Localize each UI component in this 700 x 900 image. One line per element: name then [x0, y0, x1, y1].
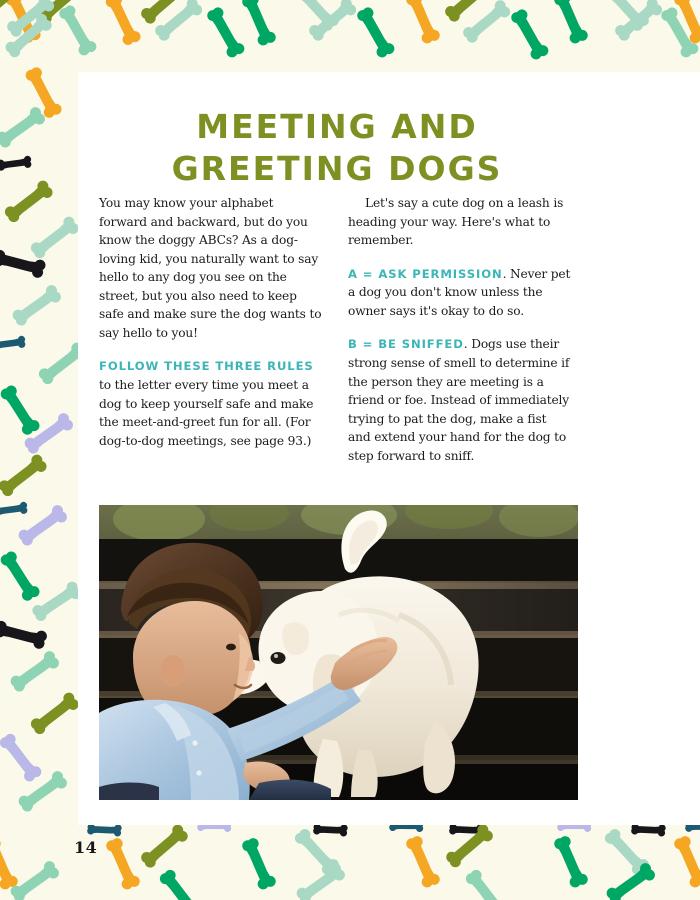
article-card [78, 72, 700, 825]
right-column [348, 194, 572, 465]
paragraph-three-rules-text: to the letter every time you meet a dog to keep yourself safe and make the meet-and-greet fun for all. (For dog-to-dog meetings, see page 93.) [99, 377, 314, 448]
paragraph-alphabet [99, 194, 323, 342]
paragraph-be-sniffed [348, 335, 572, 465]
page-number: 14 [74, 838, 98, 857]
paragraph-leash [348, 194, 572, 250]
left-column [99, 194, 323, 465]
paragraph-leash-text: Let's say a cute dog on a leash is heading your way. Here's what to remember. [348, 196, 564, 248]
boy-petting-dog-photo [99, 505, 578, 800]
lead-in-be-sniffed: B = BE SNIFFED [348, 337, 464, 352]
article-body [99, 194, 601, 465]
article-photo [99, 505, 578, 800]
lead-in-three-rules: FOLLOW THESE THREE RULES [99, 359, 314, 374]
page-title-line-1: MEETING AND [196, 107, 478, 146]
lead-in-ask-permission: A = ASK PERMISSION [348, 266, 503, 281]
paragraph-be-sniffed-text: . Dogs use their strong sense of smell to determine if the person they are meeting is a friend or foe. Instead of immediately trying to pat the dog, make a fist and extend your hand for the dog to step forward to sniff. [348, 337, 570, 463]
paragraph-alphabet-text: You may know your alphabet forward and backward, but do you know the doggy ABCs? As a dog-loving kid, you naturally want to say hello to any dog you see on the street, but you also need to keep safe and make sure the dog wants to say hello to you! [99, 196, 322, 340]
page-title-line-2: GREETING DOGS [171, 149, 503, 189]
paragraph-ask-permission-text: . Never pet a dog you don't know unless the owner says it's okay to do so. [348, 266, 571, 318]
paragraph-ask-permission [348, 265, 572, 321]
page-title [78, 106, 700, 190]
paragraph-three-rules [99, 357, 323, 450]
